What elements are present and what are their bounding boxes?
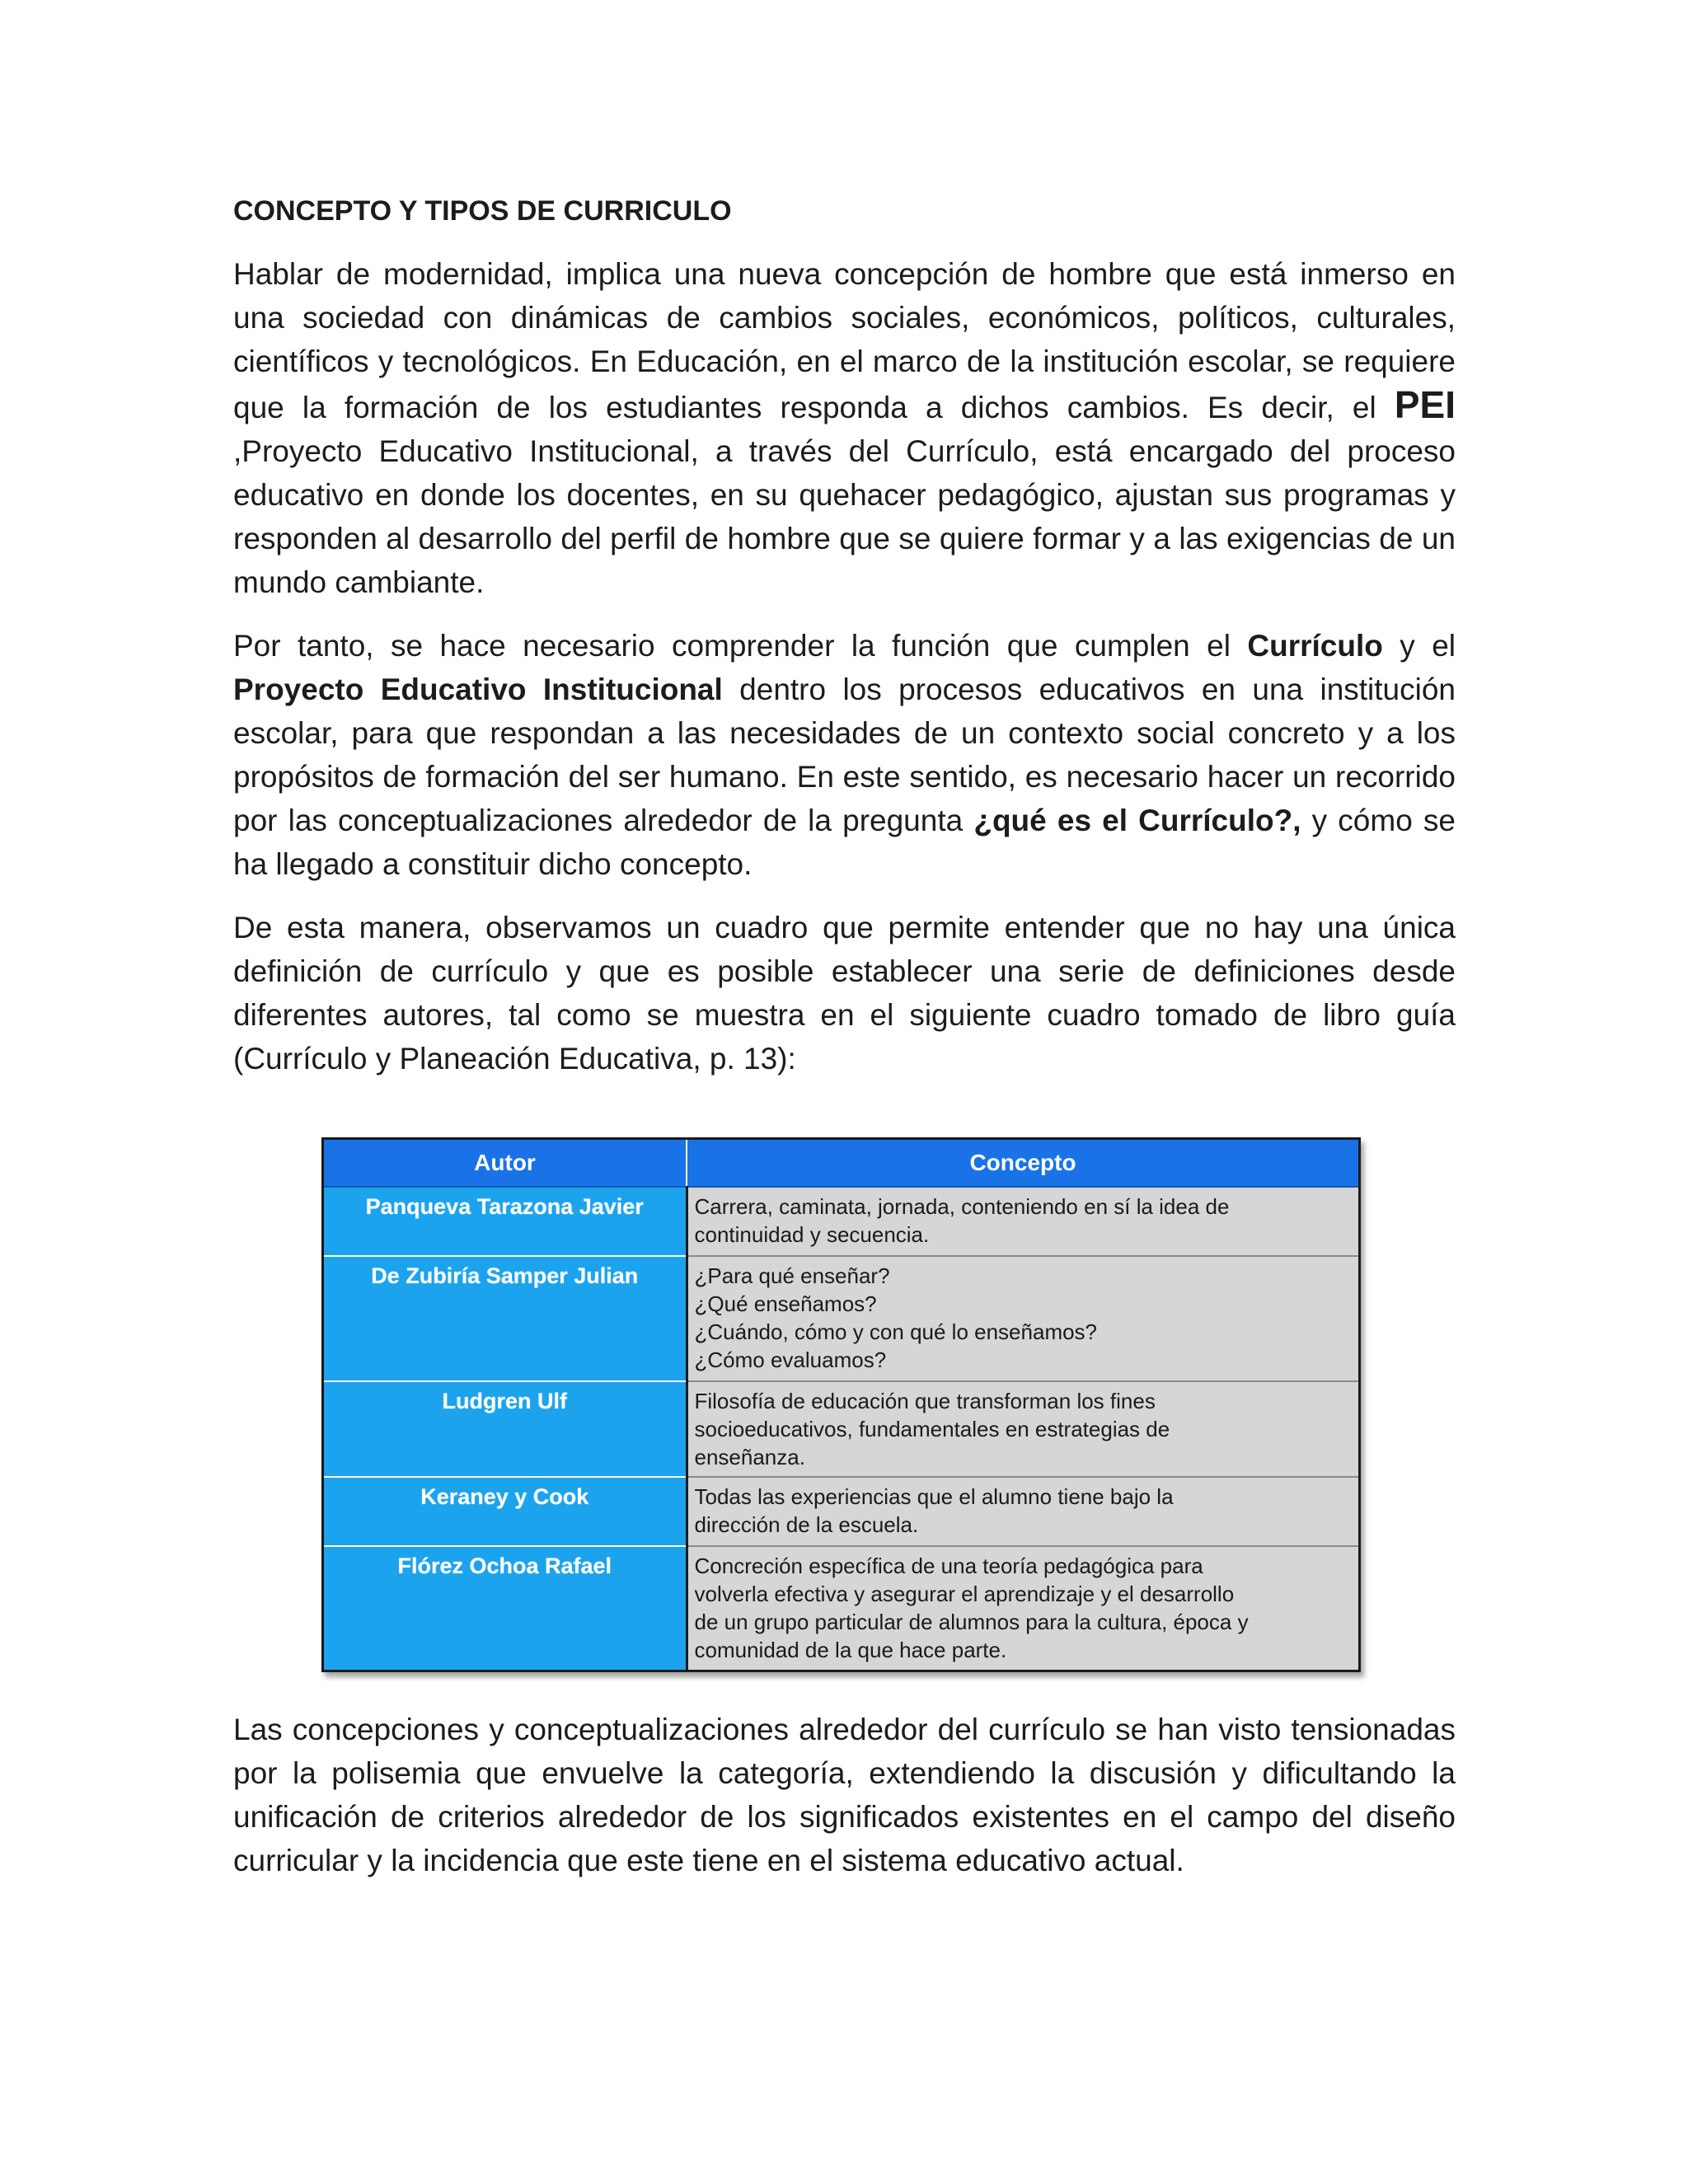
table-row (324, 1187, 1358, 1256)
table-row (324, 1256, 1358, 1381)
paragraph-1-text-a: Hablar de modernidad, implica una nueva concepción de hombre que está inmerso en una sociedad con dinámicas de cambios sociales, económicos, políticos, culturales, científicos y tecnológicos. En Educación, en el marco de la institución escolar, se requiere que la formación de los estudiantes responda a dichos cambios. Es decir, el (233, 257, 1456, 424)
autor-cell: Ludgren Ulf (324, 1381, 687, 1477)
concepto-cell: Filosofía de educación que transforman los fines socioeducativos, fundamentales en estrategias de enseñanza. (687, 1381, 1358, 1477)
autor-cell: Keraney y Cook (324, 1477, 687, 1546)
table-header-row (324, 1140, 1358, 1187)
table-row (324, 1477, 1358, 1546)
paragraph-2 (233, 624, 1456, 886)
paragraph-2-text-4: y cómo se ha llegado a constituir dicho concepto. (233, 804, 1456, 881)
concepto-cell: ¿Para qué enseñar? ¿Qué enseñamos? ¿Cuándo, cómo y con qué lo enseñamos? ¿Cómo evaluamos? (687, 1256, 1358, 1381)
paragraph-3: De esta manera, observamos un cuadro que permite entender que no hay una única definición de currículo y que es posible establecer una serie de definiciones desde diferentes autores, tal como se muestra en el siguiente cuadro tomado de libro guía (Currículo y Planeación Educativa, p. 13): (233, 911, 1456, 1076)
curriculum-definitions-table (321, 1137, 1361, 1672)
autor-cell: Flórez Ochoa Rafael (324, 1546, 687, 1670)
table-row (324, 1381, 1358, 1477)
bold-curriculo: Currículo (1247, 629, 1383, 663)
definitions-table (324, 1140, 1358, 1670)
document-body (233, 188, 1456, 1100)
autor-cell: Panqueva Tarazona Javier (324, 1187, 687, 1256)
closing-section (233, 1708, 1456, 1902)
paragraph-2-text-3: dentro los procesos educativos en una institución escolar, para que respondan a las necesidades de un contexto social concreto y a los propósitos de formación del ser humano. En este sentido, es necesario hacer un recorrido por las conceptualizaciones alrededor de la pregunta (233, 673, 1456, 837)
paragraph-1-text-b: ,Proyecto Educativo Institucional, a través del Currículo, está encargado del proceso educativo en donde los docentes, en su quehacer pedagógico, ajustan sus programas y responden al desarrollo del perfil de hombre que se quiere formar y a las exigencias de un mundo cambiante. (233, 434, 1456, 599)
header-concepto: Concepto (687, 1140, 1358, 1187)
paragraph-2-text-1: Por tanto, se hace necesario comprender la función que cumplen el (233, 629, 1248, 663)
bold-pei-name: Proyecto Educativo Institucional (233, 673, 723, 706)
paragraph-1 (233, 252, 1456, 604)
concepto-cell: Todas las experiencias que el alumno tiene bajo la dirección de la escuela. (687, 1477, 1358, 1546)
table-row (324, 1546, 1358, 1670)
concepto-cell: Concreción específica de una teoría pedagógica para volverla efectiva y asegurar el aprendizaje y el desarrollo de un grupo particular de alumnos para la cultura, época y comunidad de la que hace parte. (687, 1546, 1358, 1670)
autor-cell: De Zubiría Samper Julian (324, 1256, 687, 1381)
bold-question: ¿qué es el Currículo?, (973, 804, 1301, 837)
document-title: CONCEPTO Y TIPOS DE CURRICULO (233, 195, 732, 227)
paragraph-4: Las concepciones y conceptualizaciones alrededor del currículo se han visto tensionadas por la polisemia que envuelve la categoría, extendiendo la discusión y dificultando la unificación de criterios alrededor de los significados existentes en el campo del diseño curricular y la incidencia que este tiene en el sistema educativo actual. (233, 1713, 1456, 1877)
header-autor: Autor (324, 1140, 687, 1187)
paragraph-2-text-2: y el (1382, 629, 1456, 663)
concepto-cell: Carrera, caminata, jornada, conteniendo en sí la idea de continuidad y secuencia. (687, 1187, 1358, 1256)
pei-acronym: PEI (1394, 383, 1456, 426)
